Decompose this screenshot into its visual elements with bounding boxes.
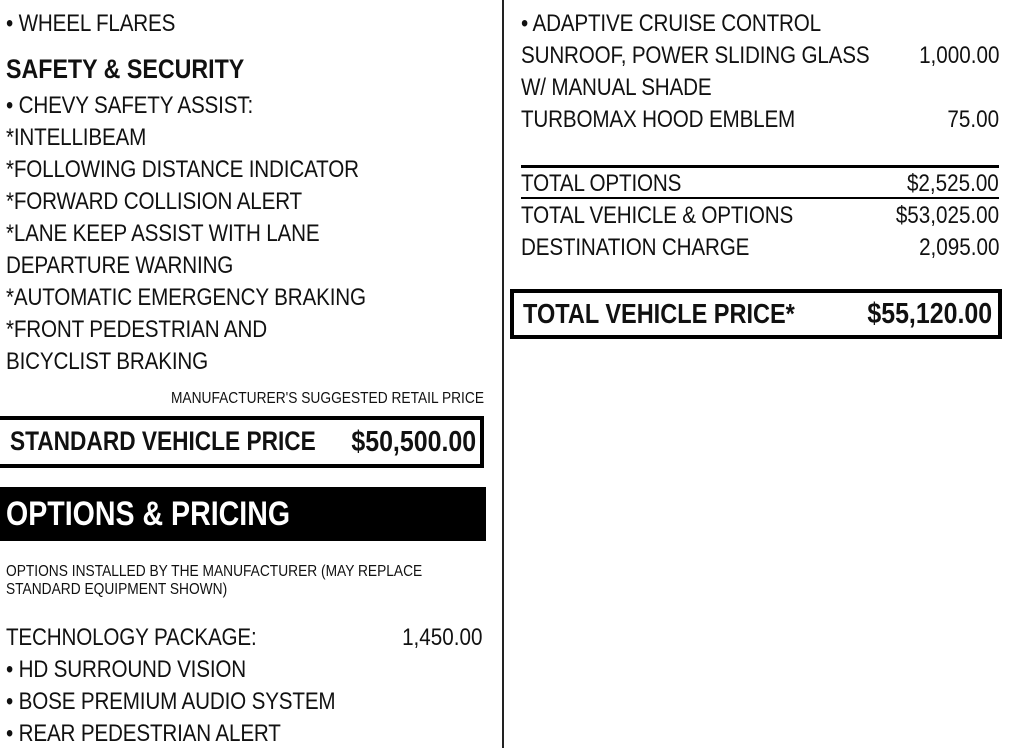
hood-emblem-label: TURBOMAX HOOD EMBLEM <box>521 106 796 133</box>
sunroof-label-line: W/ MANUAL SHADE <box>521 74 712 101</box>
total-vehicle-price-label: TOTAL VEHICLE PRICE* <box>523 298 795 329</box>
total-vehicle-options-value: $53,025.00 <box>895 202 999 229</box>
safety-item: DEPARTURE WARNING <box>6 252 234 279</box>
safety-item: *FOLLOWING DISTANCE INDICATOR <box>6 156 359 183</box>
destination-charge-value: 2,095.00 <box>918 234 999 261</box>
safety-item: *LANE KEEP ASSIST WITH LANE <box>6 220 320 247</box>
options-note-line: STANDARD EQUIPMENT SHOWN) <box>6 581 228 598</box>
safety-item: • CHEVY SAFETY ASSIST: <box>6 92 254 119</box>
safety-item: BICYCLIST BRAKING <box>6 348 209 375</box>
hood-emblem-price: 75.00 <box>947 106 999 133</box>
safety-item: *INTELLIBEAM <box>6 124 147 151</box>
technology-package-price: 1,450.00 <box>401 624 482 651</box>
msrp-caption: MANUFACTURER'S SUGGESTED RETAIL PRICE <box>170 390 484 407</box>
technology-package-label: TECHNOLOGY PACKAGE: <box>6 624 257 651</box>
options-note-line: OPTIONS INSTALLED BY THE MANUFACTURER (MAY REPLACE <box>6 563 423 580</box>
total-options-label: TOTAL OPTIONS <box>521 170 682 197</box>
sunroof-label-line: SUNROOF, POWER SLIDING GLASS <box>521 42 870 69</box>
safety-item: *AUTOMATIC EMERGENCY BRAKING <box>6 284 366 311</box>
options-pricing-title: OPTIONS & PRICING <box>6 495 291 533</box>
standard-vehicle-price-box <box>0 416 484 468</box>
standard-vehicle-price-label: STANDARD VEHICLE PRICE <box>10 426 316 456</box>
left-column <box>0 0 500 748</box>
total-vehicle-price-value: $55,120.00 <box>867 298 992 330</box>
safety-item: *FRONT PEDESTRIAN AND <box>6 316 267 343</box>
safety-security-heading: SAFETY & SECURITY <box>6 54 245 84</box>
total-vehicle-options-label: TOTAL VEHICLE & OPTIONS <box>521 202 794 229</box>
standard-vehicle-price-value: $50,500.00 <box>351 426 476 458</box>
column-divider <box>502 0 504 748</box>
technology-package-item: • BOSE PREMIUM AUDIO SYSTEM <box>6 688 336 715</box>
destination-charge-label: DESTINATION CHARGE <box>521 234 750 261</box>
total-vehicle-price-box <box>510 289 1002 339</box>
technology-package-item: • REAR PEDESTRIAN ALERT <box>6 720 281 747</box>
options-pricing-banner <box>0 487 486 541</box>
totals-middle-rule <box>521 197 999 199</box>
totals-top-rule <box>521 165 999 168</box>
wheel-flares-item: • WHEEL FLARES <box>6 10 176 37</box>
sunroof-price: 1,000.00 <box>918 42 999 69</box>
technology-package-item: • HD SURROUND VISION <box>6 656 247 683</box>
safety-item: *FORWARD COLLISION ALERT <box>6 188 303 215</box>
adaptive-cruise-item: • ADAPTIVE CRUISE CONTROL <box>521 10 821 37</box>
total-options-value: $2,525.00 <box>907 170 999 197</box>
options-note <box>6 563 470 599</box>
